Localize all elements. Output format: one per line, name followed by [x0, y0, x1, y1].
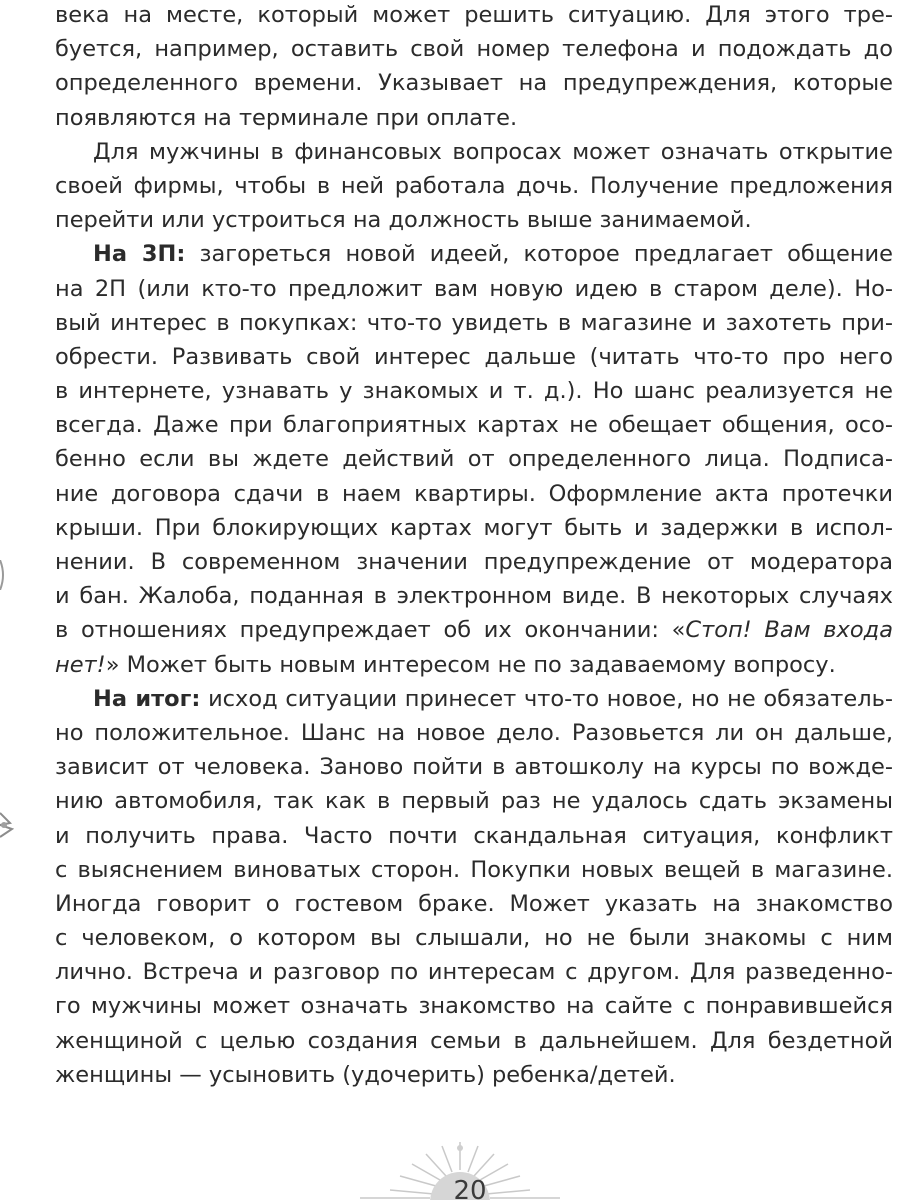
- text-line: века на месте, который может решить ситуацию. Для этого тре-: [55, 2, 893, 28]
- text-line: но положительное. Шанс на новое дело. Разовьется ли он дальше,: [55, 719, 893, 746]
- text-line: в интернете, узнавать у знакомых и т. д.). Но шанс реализуется не: [55, 378, 893, 405]
- text-line: крыши. При блокирующих картах могут быть и задержки в испол-: [55, 514, 893, 541]
- text-line: появляются на терминале при оплате.: [55, 104, 518, 131]
- text-line: лично. Встреча и разговор по интересам с другом. Для разведенно-: [55, 959, 893, 986]
- text-line: своей фирмы, чтобы в ней работала дочь. Получение предложения: [55, 172, 893, 199]
- text-line: зависит от человека. Заново пойти в автошколу на курсы по вожде-: [55, 754, 893, 781]
- quote-italic-text: нет!: [55, 651, 106, 678]
- page-number: 20: [453, 1176, 487, 1200]
- text-line: определенного времени. Указывает на предупреждения, которые: [55, 70, 893, 97]
- quote-tail-text: » Может быть новым интересом не по задаваемому вопросу.: [105, 651, 836, 678]
- text-line: женщиной с целью создания семьи в дальнейшем. Для бездетной: [55, 1027, 893, 1054]
- text-line: и бан. Жалоба, поданная в электронном виде. В некоторых случаях: [55, 583, 893, 610]
- quote-lead-text: в отношениях предупреждает об их окончании: «: [55, 617, 686, 644]
- paragraph-first-line: [55, 682, 893, 716]
- body-text: [55, 0, 893, 1092]
- paragraph-text: исход ситуации принесет что-то новое, но не обязатель-: [200, 685, 893, 712]
- text-line: бенно если вы ждете действий от определенного лица. Подписа-: [55, 446, 893, 473]
- text-line: буется, например, оставить свой номер телефона и подождать до: [55, 36, 893, 63]
- text-line: го мужчины может означать знакомство на сайте с понравившейся: [55, 993, 893, 1020]
- text-line: с выяснением виноватых сторон. Покупки новых вещей в магазине.: [55, 856, 893, 883]
- text-line: всегда. Даже при благоприятных картах не обещает общения, осо-: [55, 412, 893, 439]
- text-line: с человеком, о котором вы слышали, но не были знакомы с ним: [55, 925, 893, 952]
- text-line: обрести. Развивать свой интерес дальше (читать что-то про него: [55, 343, 893, 370]
- text-line: нении. В современном значении предупреждение от модератора: [55, 549, 893, 575]
- text-line: вый интерес в покупках: что-то увидеть в магазине и захотеть при-: [55, 309, 893, 336]
- paragraph-label: На итог:: [93, 685, 201, 712]
- page-edge-ornament-icon: [0, 805, 14, 845]
- text-line: [55, 613, 893, 647]
- text-line: и получить права. Часто почти скандальная ситуация, конфликт: [55, 822, 893, 849]
- text-line: на 2П (или кто-то предложит вам новую идею в старом деле). Но-: [55, 275, 893, 302]
- paragraph-first-line: Для мужчины в финансовых вопросах может означать открытие: [93, 138, 893, 165]
- paragraph-label: На 3П:: [93, 241, 186, 268]
- paragraph-text: загореться новой идеей, которое предлагает общение: [185, 241, 893, 268]
- text-line: перейти или устроиться на должность выше занимаемой.: [55, 207, 752, 234]
- text-line: женщины — усыновить (удочерить) ребенка/детей.: [55, 1061, 676, 1088]
- text-line: [55, 648, 893, 682]
- text-line: Иногда говорит о гостевом браке. Может указать на знакомство: [55, 890, 893, 917]
- text-line: ние договора сдачи в наем квартиры. Оформление акта протечки: [55, 480, 893, 507]
- quote-italic-text: Стоп! Вам входа: [685, 617, 893, 644]
- paragraph-first-line: [55, 237, 893, 271]
- page-edge-mark: [0, 560, 6, 590]
- text-line: нию автомобиля, так как в первый раз не удалось сдать экзамены: [55, 788, 893, 815]
